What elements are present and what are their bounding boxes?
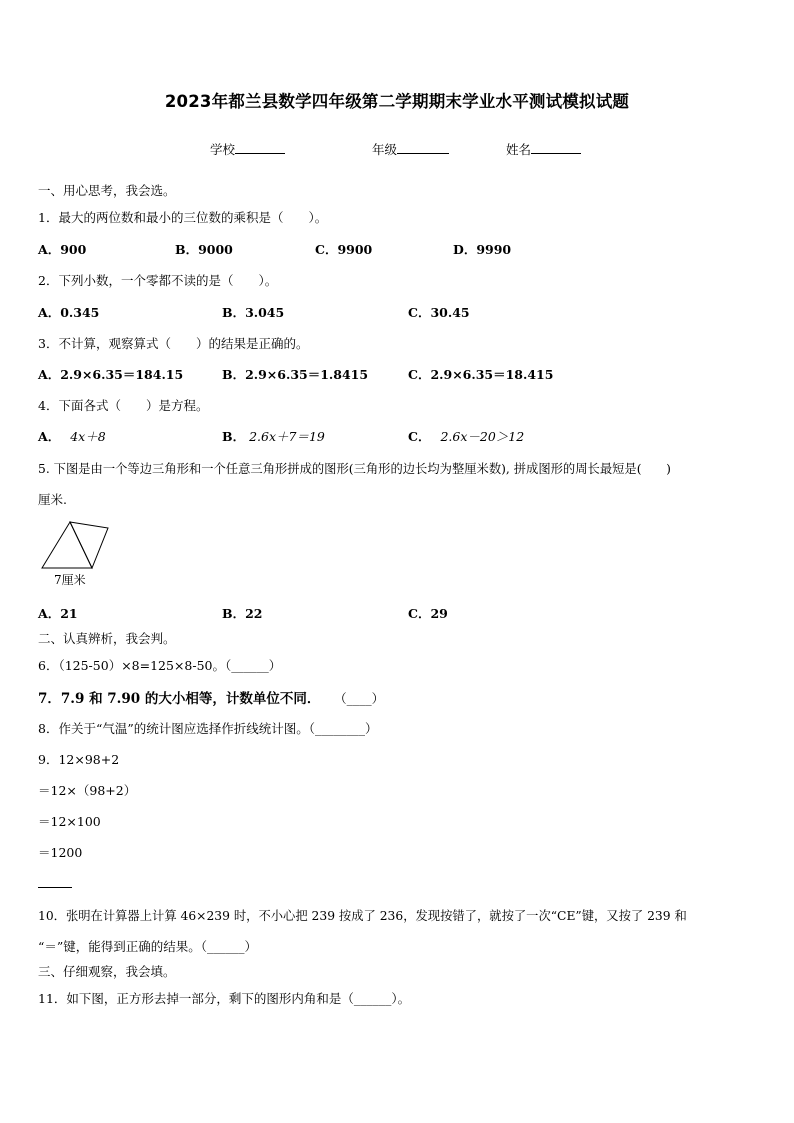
question-11: 11．如下图，正方形去掉一部分，剩下的图形内角和是（______）。 [38, 991, 411, 1006]
question-1: 1．最大的两位数和最小的三位数的乘积是（ ）。 [38, 210, 328, 225]
name-blank[interactable] [531, 141, 581, 154]
q1-option-a[interactable]: A．900 [38, 242, 87, 257]
question-7-blank[interactable]: （____） [340, 691, 385, 706]
question-5-line-1: 5. 下图是由一个等边三角形和一个任意三角形拼成的图形(三角形的边长均为整厘米数), 拼成图形的周长最短是( ) [38, 462, 671, 476]
grade-blank[interactable] [397, 141, 449, 154]
question-9-answer-blank[interactable] [38, 887, 72, 888]
q2-option-a[interactable]: A．0.345 [38, 305, 100, 320]
question-6: 6．（125-50）×8=125×8-50。（______） [38, 658, 282, 673]
equilateral-triangle [42, 522, 92, 568]
question-9-line-2: ＝12×（98+2） [38, 783, 137, 798]
school-blank[interactable] [235, 141, 285, 154]
name-field[interactable] [506, 140, 581, 158]
question-5-line-2: 厘米. [38, 492, 67, 507]
question-2: 2．下列小数，一个零都不读的是（ ）。 [38, 273, 278, 288]
question-9-line-1: 9．12×98+2 [38, 752, 120, 767]
section-1-heading: 一、用心思考，我会选。 [38, 183, 176, 198]
q3-option-b[interactable]: B．2.9×6.35＝1.8415 [222, 367, 369, 382]
q2-option-c[interactable]: C．30.45 [408, 305, 470, 320]
q4-option-c-label: C． [408, 429, 431, 444]
section-3-heading: 三、仔细观察，我会填。 [38, 964, 176, 979]
grade-label: 年级 [372, 142, 398, 157]
q4-option-a-label: A． [38, 429, 61, 444]
question-10-line-2: “＝”键，能得到正确的结果。（______） [38, 939, 258, 954]
grade-field[interactable] [372, 140, 449, 158]
q4-option-a-expr: 4x＋8 [70, 429, 106, 444]
q4-option-c[interactable] [408, 427, 524, 445]
q4-option-b-expr: 2.6x＋7＝19 [249, 429, 325, 444]
name-label: 姓名 [506, 142, 532, 157]
q1-option-b[interactable]: B．9000 [175, 242, 233, 257]
triangle-figure [36, 518, 116, 590]
q5-option-a[interactable]: A．21 [38, 606, 78, 621]
figure-side-label: 7厘米 [54, 573, 86, 587]
question-7 [38, 687, 384, 707]
question-10-line-1: 10．张明在计算器上计算 46×239 时，不小心把 239 按成了 236，发现按错了，就按了一次“CE”键，又按了 239 和 [38, 909, 687, 923]
question-8: 8．作关于“气温”的统计图应选择作折线统计图。（________） [38, 721, 378, 736]
section-2-heading: 二、认真辨析，我会判。 [38, 631, 176, 646]
question-3: 3．不计算，观察算式（ ）的结果是正确的。 [38, 336, 309, 351]
school-label: 学校 [210, 142, 236, 157]
q4-option-a[interactable] [38, 427, 106, 445]
question-7-text: 7．7.9 和 7.90 的大小相等，计数单位不同． [38, 691, 321, 707]
q4-option-b-label: B． [222, 429, 246, 444]
q4-option-c-expr: 2.6x－20＞12 [440, 429, 525, 444]
q5-option-c[interactable]: C．29 [408, 606, 448, 621]
school-field[interactable] [210, 140, 285, 158]
q1-option-d[interactable]: D．9990 [453, 242, 512, 257]
question-9-line-3: ＝12×100 [38, 814, 101, 829]
page-title: 2023年都兰县数学四年级第二学期期末学业水平测试模拟试题 [164, 92, 630, 111]
q3-option-a[interactable]: A．2.9×6.35＝184.15 [38, 367, 184, 382]
question-9-line-4: ＝1200 [38, 845, 83, 860]
question-4: 4．下面各式（ ）是方程。 [38, 398, 209, 413]
arbitrary-triangle [70, 522, 108, 568]
q1-option-c[interactable]: C．9900 [315, 242, 373, 257]
q5-option-b[interactable]: B．22 [222, 606, 263, 621]
q3-option-c[interactable]: C．2.9×6.35＝18.415 [408, 367, 554, 382]
q2-option-b[interactable]: B．3.045 [222, 305, 285, 320]
q4-option-b[interactable] [222, 427, 325, 445]
